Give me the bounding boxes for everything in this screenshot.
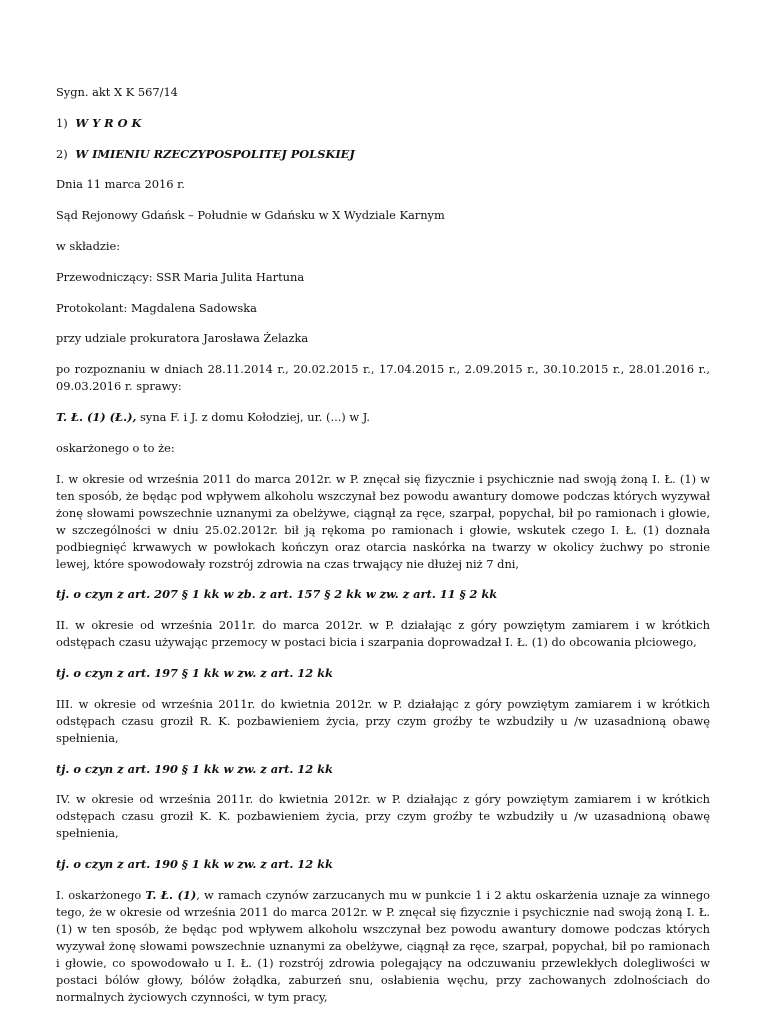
verdict-body: , w ramach czynów zarzucanych mu w punkcie 1 i 2 aktu oskarżenia uznaje za winnego tego, że w okresie od września 2011 do marca 2012r. w P. znęcał się fizycznie i psychicznie nad swoją żoną I. Ł. (1) w ten sposób, że będąc pod wpływem alkoholu wszczynał bez powodu awantury domowe podczas których wyzywał żonę słowami powszechnie uznanymi za obelżywe, ciągnął za ręce, szarpał, popychał, bił po ramionach i głowie, co spowodowało u I. Ł. (1) rozstrój zdrowia polegający na odczuwaniu przewlekłych dolegliwości w postaci bólów głowy, bólów żołądka, zaburzeń snu, osłabienia węchu, przy zachowanych zdolnościach do normalnych życiowych czynności, w tym pracy, [56,887,710,1004]
heading-number: 2) [56,146,68,161]
heading-in-name-of-republic [56,146,710,163]
heading-text: W IMIENIU RZECZYPOSPOLITEJ POLSKIEJ [75,146,355,161]
verdict-point-1 [56,887,710,1006]
verdict-defendant-name: T. Ł. (1) [145,887,197,902]
heading-number: 1) [56,115,68,130]
heading-wyrok [56,115,710,132]
defendant-details: syna F. i J. z domu Kołodziej, ur. (...) w J. [136,409,371,424]
composition-label: w składzie: [56,238,121,253]
verdict-intro: I. oskarżonego [56,887,146,902]
prosecutor: przy udziale prokuratora Jarosława Żelazka [56,331,309,346]
charge-qualification: tj. o czyn z art. 190 § 1 kk w zw. z art. 12 kk [56,761,333,776]
charge-text: II. w okresie od września 2011r. do marca 2012r. w P. działając z góry powziętym zamiarem i w krótkich odstępach czasu używając przemocy w postaci bicia i szarpania doprowadzał I. Ł. (1) do obcowania płciowego, [56,618,710,650]
court-clerk: Protokolant: Magdalena Sadowska [56,300,257,315]
charge-text: IV. w okresie od września 2011r. do kwietnia 2012r. w P. działając z góry powziętym zamiarem i w krótkich odstępach czasu groził K. K. pozbawieniem życia, przy czym groźby te wzbudziły u /w uzasadnioną obawę spełnienia, [56,792,710,841]
hearing-dates: po rozpoznaniu w dniach 28.11.2014 r., 20.02.2015 r., 17.04.2015 r., 2.09.2015 r., 30.10.2015 r., 28.01.2016 r., 09.03.2016 r. sprawy: [56,362,710,394]
charge-text: I. w okresie od września 2011 do marca 2012r. w P. znęcał się fizycznie i psychicznie nad swoją żoną I. Ł. (1) w ten sposób, że będąc pod wpływem alkoholu wszczynał bez powodu awantury domowe podczas których wyzywał żonę słowami powszechnie uznanymi za obelżywe, ciągnął za ręce, szarpał, popychał, bił po ramionach i głowie, w szczególności w dniu 25.02.2012r. bił ją rękoma po ramionach i głowie, wskutek czego I. Ł. (1) doznała podbiegnięć krwawych w powłokach kończyn oraz otarcia naskórka na twarzy w okolicy żuchwy po stronie lewej, które spowodowały rozstrój zdrowia na czas trwający nie dłużej niż 7 dni, [56,471,710,571]
accused-intro: oskarżonego o to że: [56,440,175,455]
court-name: Sąd Rejonowy Gdańsk – Południe w Gdańsku w X Wydziale Karnym [56,208,445,223]
charge-qualification: tj. o czyn z art. 190 § 1 kk w zw. z art. 12 kk [56,857,333,872]
defendant-name: T. Ł. (1) (Ł.), [56,409,137,424]
presiding-judge: Przewodniczący: SSR Maria Julita Hartuna [56,269,305,284]
judgment-date: Dnia 11 marca 2016 r. [56,177,185,192]
defendant [56,409,710,426]
case-signature: Sygn. akt X K 567/14 [56,85,178,99]
charge-qualification: tj. o czyn z art. 207 § 1 kk w zb. z art. 157 § 2 kk w zw. z art. 11 § 2 kk [56,587,498,602]
heading-text: W Y R O K [75,115,142,130]
judgment-document [56,84,710,1020]
charge-text: III. w okresie od września 2011r. do kwietnia 2012r. w P. działając z góry powziętym zamiarem i w krótkich odstępach czasu groził R. K. pozbawieniem życia, przy czym groźby te wzbudziły u /w uzasadnioną obawę spełnienia, [56,696,710,745]
charge-qualification: tj. o czyn z art. 197 § 1 kk w zw. z art. 12 kk [56,665,333,680]
